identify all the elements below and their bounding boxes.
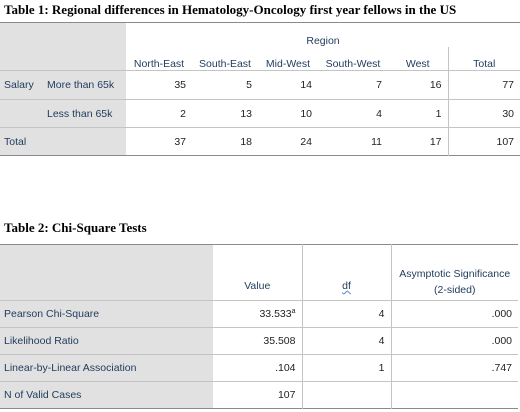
table-row: [0, 328, 518, 355]
cell: .747: [391, 355, 518, 382]
table-row: [0, 71, 520, 100]
cell: .104: [213, 355, 302, 382]
cell: .000: [391, 301, 518, 328]
cell: [391, 382, 518, 409]
row-label: More than 65k: [43, 71, 126, 100]
cell: 35: [126, 71, 192, 100]
cell: 13: [192, 100, 258, 128]
cell: [302, 382, 391, 409]
cell: 7: [318, 71, 388, 100]
value-header: Value: [213, 245, 302, 301]
row-label: Less than 65k: [43, 100, 126, 128]
cell: 33.533$^a$: [213, 301, 302, 328]
cell: 17: [388, 128, 448, 156]
cell: 24: [258, 128, 318, 156]
cell: 2: [126, 100, 192, 128]
col-header: South-East: [192, 47, 258, 71]
cell: 35.508: [213, 328, 302, 355]
cell: 16: [388, 71, 448, 100]
table-row: [0, 355, 518, 382]
cell: 1: [388, 100, 448, 128]
total-label: Total: [0, 128, 43, 156]
row-label: Pearson Chi-Square: [0, 301, 213, 328]
row-group-label: Salary: [0, 71, 43, 100]
col-header: Mid-West: [258, 47, 318, 71]
row-label: N of Valid Cases: [0, 382, 213, 409]
cell: 107: [213, 382, 302, 409]
total-row: [0, 128, 520, 156]
cell: 1: [302, 355, 391, 382]
table-row: [0, 100, 520, 128]
col-header: South-West: [318, 47, 388, 71]
cell: 11: [318, 128, 388, 156]
col-header: North-East: [126, 47, 192, 71]
crosstab-table: [0, 22, 520, 156]
cell: 14: [258, 71, 318, 100]
table1-title: Table 1: Regional differences in Hematology-Oncology first year fellows in the US: [4, 2, 457, 17]
cell: 10: [258, 100, 318, 128]
table-row: [0, 301, 518, 328]
cell: .000: [391, 328, 518, 355]
row-label: Linear-by-Linear Association: [0, 355, 213, 382]
table2-title: Table 2: Chi-Square Tests: [4, 220, 147, 235]
cell: 30: [448, 100, 520, 128]
cell: 18: [192, 128, 258, 156]
cell: 4: [318, 100, 388, 128]
cell: 4: [302, 301, 391, 328]
significance-header: Asymptotic Significance (2-sided): [391, 245, 518, 301]
region-header: Region: [306, 34, 340, 47]
cell: 4: [302, 328, 391, 355]
cell: 37: [126, 128, 192, 156]
footnote-marker: a: [291, 308, 296, 315]
df-header: df: [302, 245, 391, 301]
chi-square-table: [0, 244, 518, 409]
cell: 107: [448, 128, 520, 156]
col-header: West: [388, 47, 448, 71]
cell: 77: [448, 71, 520, 100]
col-header: Total: [448, 47, 520, 71]
row-label: Likelihood Ratio: [0, 328, 213, 355]
table-row: [0, 382, 518, 409]
cell: 5: [192, 71, 258, 100]
